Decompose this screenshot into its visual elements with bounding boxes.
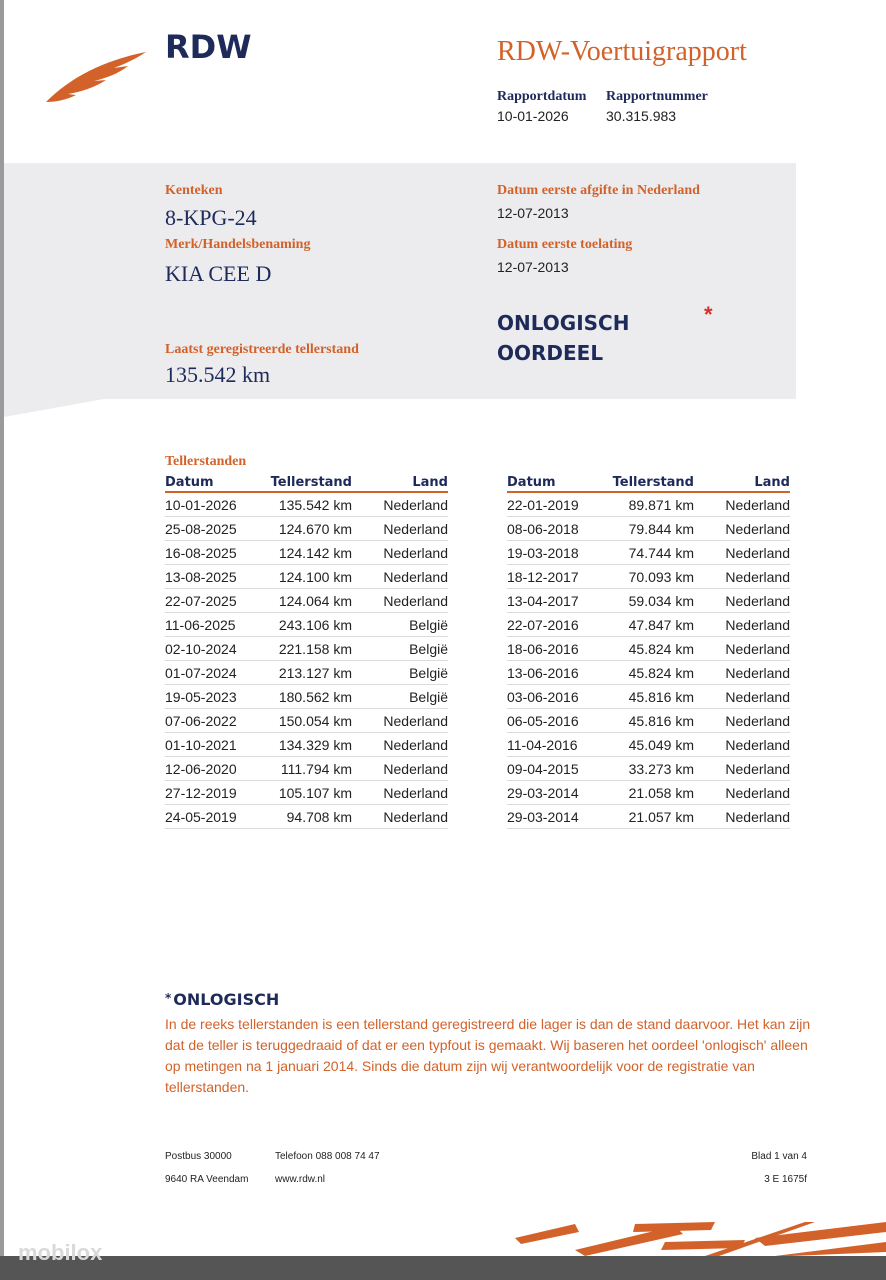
- reading-date: 13-06-2016: [507, 665, 579, 681]
- reading-country: Nederland: [725, 641, 790, 657]
- reading-date: 13-08-2025: [165, 569, 237, 585]
- reading-date: 09-04-2015: [507, 761, 579, 777]
- column-header-country: Land: [754, 475, 790, 490]
- reading-date: 11-06-2025: [165, 617, 236, 633]
- reading-country: België: [409, 641, 448, 657]
- column-header-odometer: Tellerstand: [612, 475, 694, 490]
- reading-odometer: 45.824 km: [628, 665, 694, 681]
- table-row: [507, 781, 790, 805]
- reading-odometer: 135.542 km: [278, 497, 352, 513]
- reading-odometer: 124.670 km: [278, 521, 352, 537]
- reading-country: Nederland: [725, 785, 790, 801]
- mobilox-logo-icon: mobilox: [18, 1240, 103, 1265]
- reading-odometer: 124.100 km: [278, 569, 352, 585]
- reading-date: 22-07-2025: [165, 593, 237, 609]
- reading-country: Nederland: [383, 785, 448, 801]
- reading-country: Nederland: [725, 737, 790, 753]
- table-row: [165, 733, 448, 757]
- footer-code: 3 E 1675f: [764, 1174, 807, 1185]
- reading-date: 24-05-2019: [165, 809, 237, 825]
- table-header: [165, 474, 448, 493]
- organization-name: RDW: [165, 28, 252, 66]
- table-row: [507, 589, 790, 613]
- table-row: [507, 757, 790, 781]
- plate-label: Kenteken: [165, 183, 223, 198]
- reading-country: Nederland: [725, 569, 790, 585]
- reading-odometer: 134.329 km: [278, 737, 352, 753]
- reading-date: 25-08-2025: [165, 521, 237, 537]
- reading-odometer: 124.064 km: [278, 593, 352, 609]
- brand-value: KIA CEE D: [165, 261, 272, 286]
- table-row: [165, 517, 448, 541]
- reading-odometer: 213.127 km: [278, 665, 352, 681]
- report-date: 10-01-2026: [497, 108, 569, 124]
- table-row: [165, 781, 448, 805]
- table-row: [507, 685, 790, 709]
- reading-date: 07-06-2022: [165, 713, 237, 729]
- reading-date: 19-05-2023: [165, 689, 237, 705]
- report-title: RDW-Voertuigrapport: [497, 36, 747, 67]
- reading-odometer: 45.049 km: [628, 737, 694, 753]
- table-row: [165, 493, 448, 517]
- column-header-date: Datum: [507, 475, 556, 490]
- odometer-value: 135.542 km: [165, 362, 271, 387]
- table-row: [165, 541, 448, 565]
- table-row: [165, 709, 448, 733]
- footer-web-link[interactable]: www.rdw.nl: [275, 1174, 326, 1185]
- table-row: [507, 733, 790, 757]
- note-text: In de reeks tellerstanden is een tellerstand geregistreerd die lager is dan de stand daarvoor. Het kan zijn dat de teller is teruggedraaid of dat er een typfout is gemaakt. Wij baseren het oordeel 'onlogisch' alleen op metingen na 1 januari 2014. Sinds die datum zijn wij verantwoordelijk voor de registratie van tellerstanden.: [165, 1016, 811, 1095]
- reading-date: 03-06-2016: [507, 689, 579, 705]
- reading-country: België: [409, 689, 448, 705]
- reading-odometer: 111.794 km: [280, 761, 352, 777]
- rdw-logo-icon: [44, 48, 148, 104]
- reading-country: Nederland: [725, 617, 790, 633]
- readings-table-right: [507, 474, 790, 829]
- reading-country: Nederland: [725, 545, 790, 561]
- brand-label: Merk/Handelsbenaming: [165, 237, 311, 252]
- plate-value: 8-KPG-24: [165, 205, 257, 230]
- reading-odometer: 79.844 km: [628, 521, 694, 537]
- reading-country: Nederland: [725, 713, 790, 729]
- reading-country: België: [409, 665, 448, 681]
- table-row: [165, 613, 448, 637]
- reading-odometer: 45.824 km: [628, 641, 694, 657]
- reading-odometer: 21.057 km: [628, 809, 694, 825]
- table-row: [507, 709, 790, 733]
- reading-country: Nederland: [383, 809, 448, 825]
- reading-date: 16-08-2025: [165, 545, 237, 561]
- reading-date: 08-06-2018: [507, 521, 579, 537]
- reading-odometer: 45.816 km: [628, 713, 694, 729]
- verdict: [497, 308, 629, 368]
- first-nl-label: Datum eerste afgifte in Nederland: [497, 183, 700, 198]
- reading-date: 19-03-2018: [507, 545, 579, 561]
- reading-date: 29-03-2014: [507, 785, 579, 801]
- report-date-label: Rapportdatum: [497, 89, 587, 104]
- reading-date: 18-06-2016: [507, 641, 579, 657]
- table-row: [507, 565, 790, 589]
- reading-odometer: 94.708 km: [286, 809, 352, 825]
- first-admission-value: 12-07-2013: [497, 259, 569, 275]
- reading-odometer: 221.158 km: [278, 641, 352, 657]
- reading-country: Nederland: [725, 809, 790, 825]
- reading-odometer: 45.816 km: [628, 689, 694, 705]
- reading-odometer: 105.107 km: [278, 785, 352, 801]
- report-number: 30.315.983: [606, 108, 677, 124]
- readings-table-left: [165, 474, 448, 829]
- reading-date: 27-12-2019: [165, 785, 237, 801]
- reading-country: Nederland: [383, 497, 448, 513]
- verdict-line-2: OORDEEL: [497, 341, 604, 365]
- reading-country: Nederland: [383, 713, 448, 729]
- table-row: [165, 805, 448, 829]
- table-row: [165, 637, 448, 661]
- reading-odometer: 33.273 km: [628, 761, 694, 777]
- reading-country: Nederland: [383, 545, 448, 561]
- reading-date: 22-01-2019: [507, 497, 579, 513]
- table-row: [165, 757, 448, 781]
- reading-date: 02-10-2024: [165, 641, 237, 657]
- reading-odometer: 243.106 km: [278, 617, 352, 633]
- reading-country: Nederland: [725, 497, 790, 513]
- reading-country: Nederland: [725, 593, 790, 609]
- reading-country: Nederland: [725, 521, 790, 537]
- first-nl-value: 12-07-2013: [497, 205, 569, 221]
- note-title-text: ONLOGISCH: [173, 990, 280, 1009]
- reading-country: België: [409, 617, 448, 633]
- reading-date: 18-12-2017: [507, 569, 579, 585]
- table-row: [165, 589, 448, 613]
- table-row: [507, 493, 790, 517]
- reading-odometer: 59.034 km: [628, 593, 694, 609]
- reading-odometer: 74.744 km: [628, 545, 694, 561]
- decorative-stripes: [515, 1220, 886, 1256]
- reading-country: Nederland: [725, 761, 790, 777]
- reading-date: 13-04-2017: [507, 593, 579, 609]
- table-row: [507, 541, 790, 565]
- footer-city: 9640 RA Veendam: [165, 1174, 249, 1185]
- verdict-line-1: ONLOGISCH: [497, 311, 630, 335]
- reading-date: 06-05-2016: [507, 713, 579, 729]
- reading-odometer: 21.058 km: [628, 785, 694, 801]
- footer-postbus: Postbus 30000: [165, 1151, 232, 1162]
- reading-date: 10-01-2026: [165, 497, 237, 513]
- reading-date: 01-10-2021: [165, 737, 237, 753]
- table-row: [507, 805, 790, 829]
- column-header-odometer: Tellerstand: [270, 475, 352, 490]
- reading-odometer: 180.562 km: [278, 689, 352, 705]
- note-star-marker: *: [165, 991, 172, 1005]
- odometer-label: Laatst geregistreerde tellerstand: [165, 342, 359, 357]
- bottom-strip: [0, 1256, 886, 1280]
- reading-date: 12-06-2020: [165, 761, 237, 777]
- panel-notch: [4, 399, 104, 417]
- table-row: [507, 613, 790, 637]
- table-row: [165, 565, 448, 589]
- reading-date: 22-07-2016: [507, 617, 579, 633]
- table-header: [507, 474, 790, 493]
- reading-country: Nederland: [725, 689, 790, 705]
- reading-country: Nederland: [383, 761, 448, 777]
- note-title: [165, 990, 279, 1009]
- reading-odometer: 70.093 km: [628, 569, 694, 585]
- table-row: [507, 661, 790, 685]
- report-number-label: Rapportnummer: [606, 89, 708, 104]
- reading-date: 11-04-2016: [507, 737, 578, 753]
- footer-phone: Telefoon 088 008 74 47: [275, 1151, 380, 1162]
- reading-country: Nederland: [383, 737, 448, 753]
- footer-page-number: Blad 1 van 4: [751, 1151, 807, 1162]
- reading-country: Nederland: [725, 665, 790, 681]
- reading-odometer: 89.871 km: [628, 497, 694, 513]
- readings-section-title: Tellerstanden: [165, 454, 247, 469]
- reading-odometer: 124.142 km: [278, 545, 352, 561]
- verdict-star-marker: *: [704, 302, 713, 327]
- table-row: [165, 661, 448, 685]
- table-row: [507, 517, 790, 541]
- reading-date: 01-07-2024: [165, 665, 237, 681]
- table-row: [507, 637, 790, 661]
- column-header-country: Land: [412, 475, 448, 490]
- table-row: [165, 685, 448, 709]
- reading-odometer: 150.054 km: [278, 713, 352, 729]
- reading-odometer: 47.847 km: [628, 617, 694, 633]
- reading-country: Nederland: [383, 593, 448, 609]
- first-admission-label: Datum eerste toelating: [497, 237, 633, 252]
- reading-date: 29-03-2014: [507, 809, 579, 825]
- reading-country: Nederland: [383, 521, 448, 537]
- column-header-date: Datum: [165, 475, 214, 490]
- reading-country: Nederland: [383, 569, 448, 585]
